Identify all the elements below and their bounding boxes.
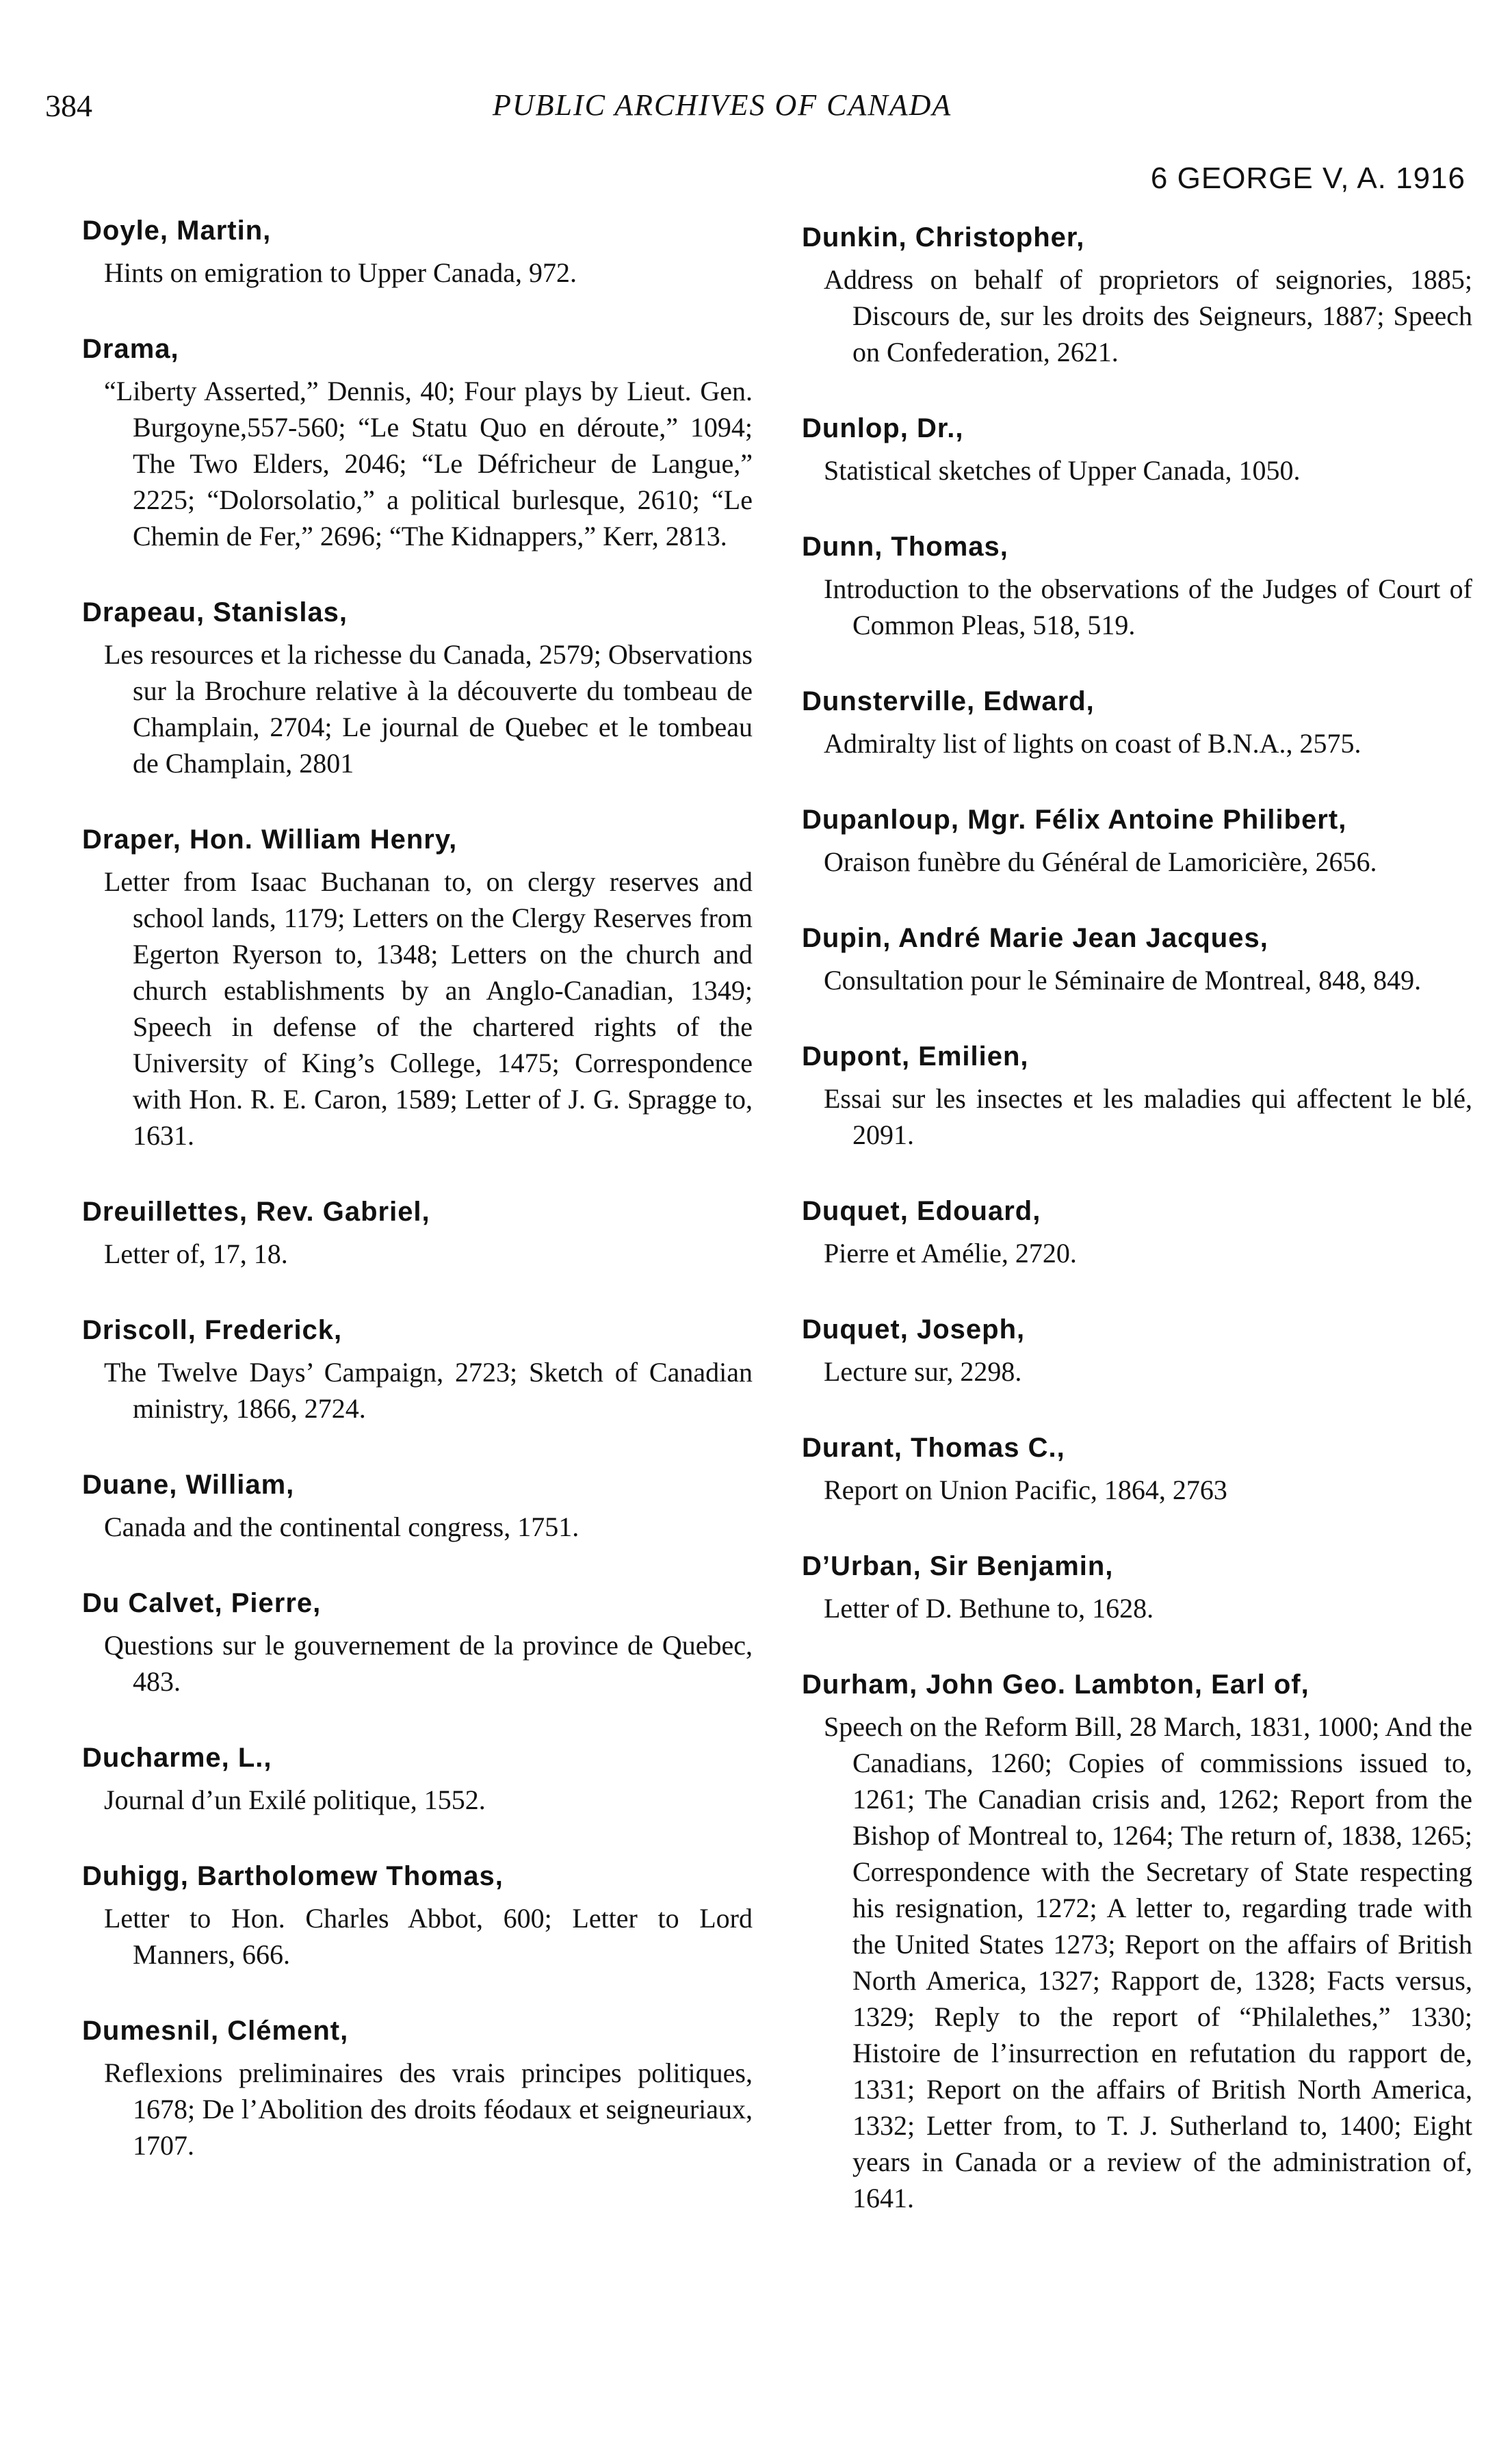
index-entry bbox=[795, 1037, 1472, 1153]
index-entry bbox=[75, 1310, 753, 1427]
index-entry bbox=[75, 211, 753, 291]
entry-text: “Liberty Asserted,” Dennis, 40; Four plays by Lieut. Gen. Burgoyne,557-560; “Le Statu Quo en déroute,” 1094; The Two Elders, 2046; “Le Défricheur de Langue,” 2225; “Dolorsolatio,” a political burlesque, 2610; “Le Chemin de Fer,” 2696; “The Kidnappers,” Kerr, 2813. bbox=[104, 376, 753, 551]
entry-heading: D’Urban, Sir Benjamin, bbox=[802, 1551, 1114, 1581]
index-entry bbox=[75, 1856, 753, 1973]
entry-text: Address on behalf of proprietors of seignories, 1885; Discours de, sur les droits des Seigneurs, 1887; Speech on Confederation, 2621. bbox=[824, 264, 1472, 367]
entry-heading: Dupin, André Marie Jean Jacques, bbox=[802, 923, 1268, 953]
entry-heading: Dupont, Emilien, bbox=[802, 1041, 1029, 1071]
index-entry bbox=[795, 1665, 1472, 2216]
entry-text: Letter of D. Bethune to, 1628. bbox=[824, 1593, 1154, 1624]
entry-text: Pierre et Amélie, 2720. bbox=[824, 1238, 1077, 1269]
index-entry bbox=[795, 681, 1472, 762]
index-entry bbox=[795, 800, 1472, 880]
index-entry bbox=[75, 1738, 753, 1818]
index-entry bbox=[795, 218, 1472, 370]
entry-text: Consultation pour le Séminaire de Montreal, 848, 849. bbox=[824, 965, 1422, 996]
entry-text: Speech on the Reform Bill, 28 March, 1831, 1000; And the Canadians, 1260; Copies of commissions issued to, 1261; The Canadian crisis and, 1262; Report from the Bishop of Montreal to, 1264; The return of, 1838, 1265; Correspondence with the Secretary of State respecting his resignation, 1272; A letter to, regarding trade with the United States 1273; Report on the affairs of British North America, 1327; Rapport de, 1328; Facts versus, 1329; Reply to the report of “Philalethes,” 1330; Histoire de l’insurrection en refutation du rapport de, 1331; Report on the affairs of British North America, 1332; Letter from, to T. J. Sutherland to, 1400; Eight years in Canada or a review of the administration of, 1641. bbox=[824, 1711, 1472, 2213]
entry-text: Admiralty list of lights on coast of B.N.A., 2575. bbox=[824, 728, 1361, 759]
entry-heading: Dunlop, Dr., bbox=[802, 413, 964, 443]
entry-heading: Dumesnil, Clément, bbox=[82, 2016, 349, 2046]
entry-text: Introduction to the observations of the Judges of Court of Common Pleas, 518, 519. bbox=[824, 573, 1472, 640]
entry-text: Journal d’un Exilé politique, 1552. bbox=[104, 1784, 486, 1815]
entry-heading: Ducharme, L., bbox=[82, 1743, 272, 1773]
entry-heading: Dunkin, Christopher, bbox=[802, 222, 1085, 252]
entry-text: Reflexions preliminaires des vrais principes politiques, 1678; De l’Abolition des droits féodaux et seigneuriaux, 1707. bbox=[104, 2057, 753, 2161]
entry-heading: Duquet, Edouard, bbox=[802, 1196, 1041, 1226]
index-entry bbox=[75, 593, 753, 781]
entry-heading: Duane, William, bbox=[82, 1470, 295, 1500]
entry-text: Letter to Hon. Charles Abbot, 600; Letter to Lord Manners, 666. bbox=[104, 1903, 753, 1970]
entry-heading: Du Calvet, Pierre, bbox=[82, 1588, 322, 1618]
right-column bbox=[795, 218, 1472, 2255]
entry-heading: Doyle, Martin, bbox=[82, 216, 272, 246]
entry-text: Hints on emigration to Upper Canada, 972. bbox=[104, 257, 577, 288]
index-entry bbox=[75, 1583, 753, 1700]
entry-text: Oraison funèbre du Général de Lamoricière, 2656. bbox=[824, 846, 1377, 877]
entry-heading: Drapeau, Stanislas, bbox=[82, 597, 348, 627]
entry-heading: Durant, Thomas C., bbox=[802, 1433, 1065, 1463]
entry-heading: Drama, bbox=[82, 334, 179, 364]
page-number: 384 bbox=[45, 88, 92, 123]
index-entry bbox=[795, 1191, 1472, 1271]
entry-heading: Dunsterville, Edward, bbox=[802, 686, 1095, 716]
entry-text: Essai sur les insectes et les maladies qui affectent le blé, 2091. bbox=[824, 1083, 1472, 1150]
entry-text: Statistical sketches of Upper Canada, 1050. bbox=[824, 455, 1301, 486]
index-entry bbox=[795, 1546, 1472, 1626]
entry-heading: Dupanloup, Mgr. Félix Antoine Philibert, bbox=[802, 805, 1347, 835]
entry-heading: Durham, John Geo. Lambton, Earl of, bbox=[802, 1670, 1309, 1700]
entry-heading: Dreuillettes, Rev. Gabriel, bbox=[82, 1197, 430, 1227]
index-entry bbox=[75, 329, 753, 554]
entry-text: Letter from Isaac Buchanan to, on clergy reserves and school lands, 1179; Letters on the Clergy Reserves from Egerton Ryerson to, 1348; Letters on the church and church establishments by an Anglo-Canadian, 1349; Speech in defense of the chartered rights of the University of King’s College, 1475; Correspondence with Hon. R. E. Caron, 1589; Letter of J. G. Spragge to, 1631. bbox=[104, 866, 753, 1151]
left-column bbox=[75, 211, 753, 2202]
entry-heading: Driscoll, Frederick, bbox=[82, 1315, 343, 1345]
index-entry bbox=[75, 2011, 753, 2164]
entry-text: Questions sur le gouvernement de la province de Quebec, 483. bbox=[104, 1630, 753, 1697]
entry-text: Report on Union Pacific, 1864, 2763 bbox=[824, 1475, 1227, 1505]
entry-heading: Dunn, Thomas, bbox=[802, 532, 1008, 562]
entry-heading: Draper, Hon. William Henry, bbox=[82, 824, 458, 855]
entry-text: Canada and the continental congress, 1751. bbox=[104, 1511, 579, 1542]
index-entry bbox=[795, 918, 1472, 998]
index-entry bbox=[795, 408, 1472, 489]
entry-text: Lecture sur, 2298. bbox=[824, 1356, 1022, 1387]
index-entry bbox=[75, 820, 753, 1154]
entry-text: Les resources et la richesse du Canada, 2579; Observations sur la Brochure relative à la découverte du tombeau de Champlain, 2704; Le journal de Quebec et le tombeau de Champlain, 2801 bbox=[104, 639, 753, 779]
entry-heading: Duhigg, Bartholomew Thomas, bbox=[82, 1861, 504, 1891]
index-entry bbox=[795, 1310, 1472, 1390]
entry-text: The Twelve Days’ Campaign, 2723; Sketch of Canadian ministry, 1866, 2724. bbox=[104, 1357, 753, 1424]
index-entry bbox=[75, 1465, 753, 1545]
running-title: PUBLIC ARCHIVES OF CANADA bbox=[493, 88, 952, 122]
session-label: 6 GEORGE V, A. 1916 bbox=[1150, 161, 1465, 195]
index-entry bbox=[795, 1428, 1472, 1508]
index-entry bbox=[795, 527, 1472, 643]
entry-heading: Duquet, Joseph, bbox=[802, 1314, 1026, 1345]
entry-text: Letter of, 17, 18. bbox=[104, 1238, 288, 1269]
index-entry bbox=[75, 1192, 753, 1272]
